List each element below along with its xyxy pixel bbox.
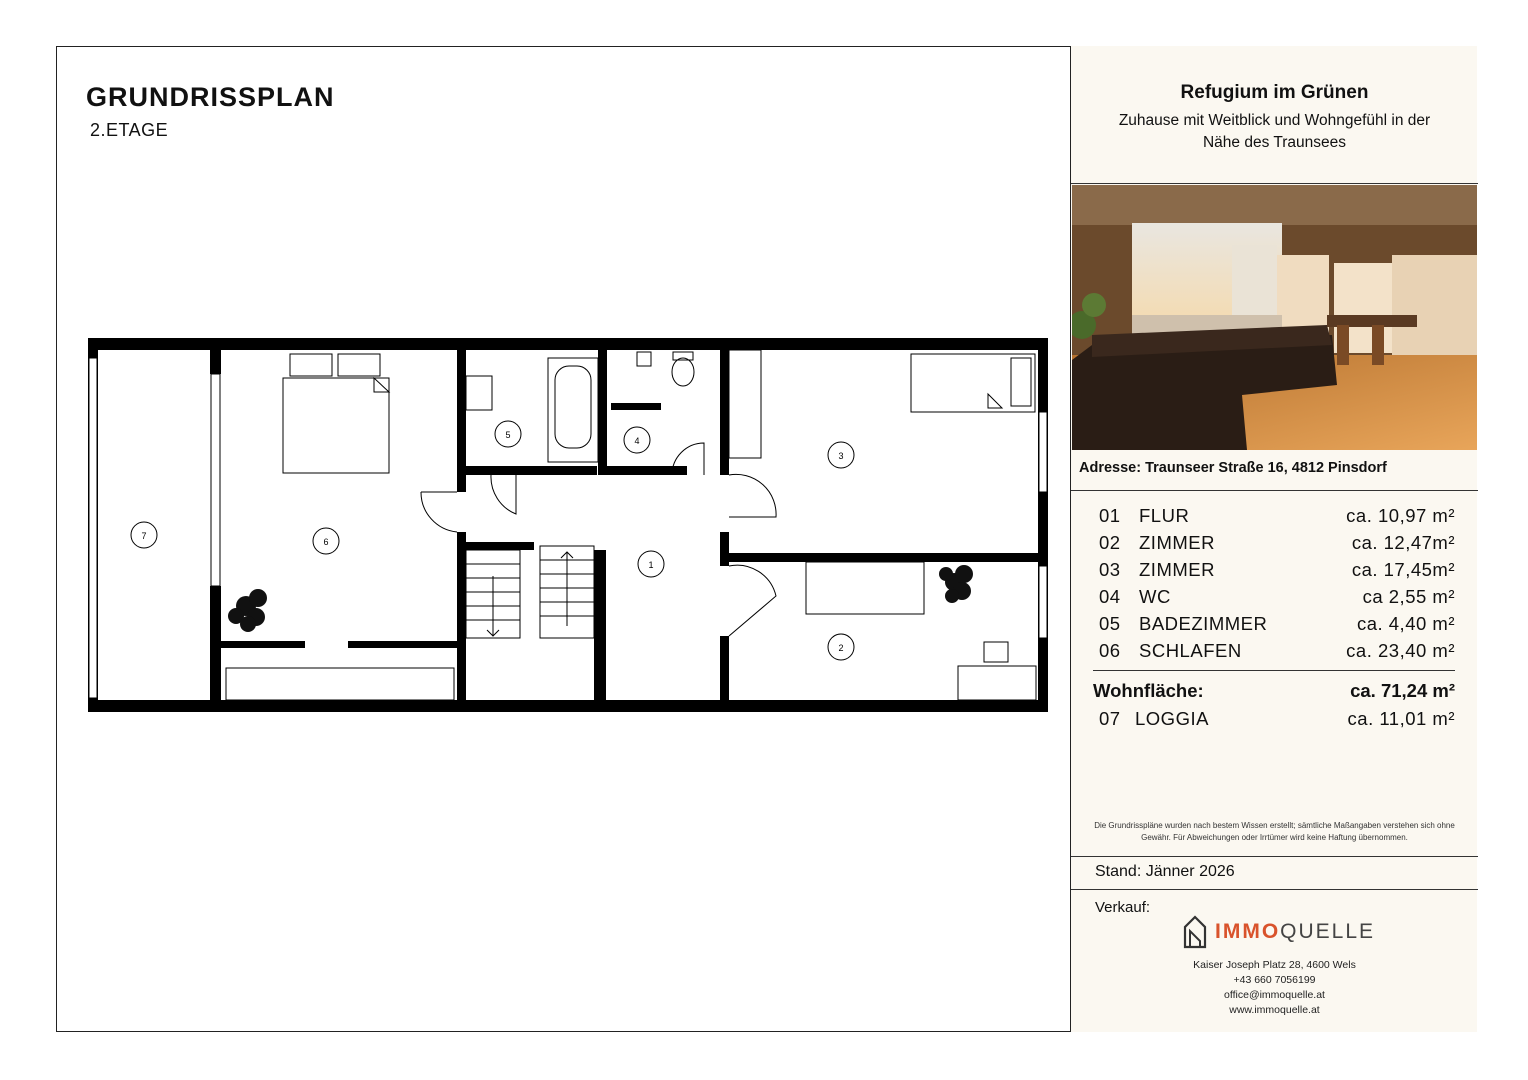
logo-quelle-text: QUELLE	[1280, 920, 1376, 943]
room-list	[1093, 502, 1455, 732]
house-logo-icon	[1183, 915, 1207, 949]
room-name: LOGGIA	[1135, 707, 1209, 729]
room-number: 06	[1099, 639, 1121, 661]
info-panel	[1070, 46, 1477, 1032]
room-name: BADEZIMMER	[1139, 612, 1268, 634]
room-row	[1099, 583, 1455, 610]
property-address: Adresse: Traunseer Straße 16, 4812 Pinsdorf	[1079, 460, 1387, 476]
total-row	[1093, 677, 1455, 705]
contact-email[interactable]: office@immoquelle.at	[1224, 989, 1325, 1001]
room-label-7: 7	[141, 531, 147, 541]
divider	[1071, 490, 1478, 491]
room-row	[1099, 610, 1455, 637]
room-row	[1099, 529, 1455, 556]
wall-loggia	[210, 586, 221, 712]
room-name: WC	[1139, 585, 1171, 607]
room-number: 02	[1099, 531, 1121, 553]
room-row	[1099, 502, 1455, 529]
room-row-loggia	[1099, 705, 1455, 732]
room-label-4: 4	[634, 436, 640, 446]
room-label-1: 1	[648, 560, 654, 570]
room-area: ca. 4,40 m²	[1356, 612, 1455, 634]
contact-street: Kaiser Joseph Platz 28, 4600 Wels	[1193, 959, 1356, 971]
room-name: ZIMMER	[1139, 531, 1215, 553]
wall-top	[88, 338, 1048, 350]
total-area: ca. 71,24 m²	[1350, 680, 1455, 701]
room-number: 07	[1099, 707, 1121, 729]
contact-website[interactable]: www.immoquelle.at	[1229, 1004, 1320, 1016]
wall-right	[1038, 338, 1048, 712]
room-area: ca 2,55 m²	[1362, 585, 1455, 607]
total-label: Wohnfläche:	[1093, 680, 1204, 701]
immoquelle-logo	[1183, 915, 1375, 949]
room-name: ZIMMER	[1139, 558, 1215, 580]
panel-header	[1071, 46, 1478, 184]
room-area: ca. 23,40 m²	[1346, 639, 1455, 661]
room-number: 04	[1099, 585, 1121, 607]
property-photo	[1072, 185, 1477, 450]
divider	[1071, 889, 1478, 890]
room-row	[1099, 637, 1455, 664]
contact-phone[interactable]: +43 660 7056199	[1233, 974, 1316, 986]
divider	[1071, 856, 1478, 857]
room-name: SCHLAFEN	[1139, 639, 1242, 661]
property-subtitle: Zuhause mit Weitblick und Wohngefühl in der Nähe des Traunsees	[1118, 112, 1431, 151]
floor-plan	[86, 336, 1048, 716]
room-label-3: 3	[838, 451, 844, 461]
total-divider	[1093, 670, 1455, 671]
room-number: 03	[1099, 558, 1121, 580]
property-title: Refugium im Grünen	[1180, 82, 1369, 103]
verkauf-label: Verkauf:	[1095, 899, 1151, 916]
room-label-5: 5	[505, 430, 511, 440]
room-name: FLUR	[1139, 504, 1190, 526]
room-label-6: 6	[323, 537, 329, 547]
stand-date: Stand: Jänner 2026	[1095, 863, 1235, 880]
room-label-2: 2	[838, 643, 844, 653]
floor-label: 2.ETAGE	[90, 120, 169, 140]
room-area: ca. 10,97 m²	[1346, 504, 1455, 526]
room-area: ca. 17,45m²	[1351, 558, 1455, 580]
room-area: ca. 11,01 m²	[1347, 707, 1455, 729]
contact-block	[1071, 958, 1478, 1018]
logo-immo-text: IMMO	[1215, 920, 1281, 943]
room-number: 01	[1099, 504, 1121, 526]
disclaimer-text: Die Grundrisspläne wurden nach bestem Wissen erstellt; sämtliche Maßangaben verstehen sich ohne Gewähr. Für Abweichungen oder Irrtümer wird keine Haftung übernommen.	[1094, 821, 1455, 842]
page-title: GRUNDRISSPLAN	[86, 82, 335, 112]
wall-bottom	[88, 700, 1048, 712]
room-row	[1099, 556, 1455, 583]
room-number: 05	[1099, 612, 1121, 634]
room-area: ca. 12,47m²	[1351, 531, 1455, 553]
